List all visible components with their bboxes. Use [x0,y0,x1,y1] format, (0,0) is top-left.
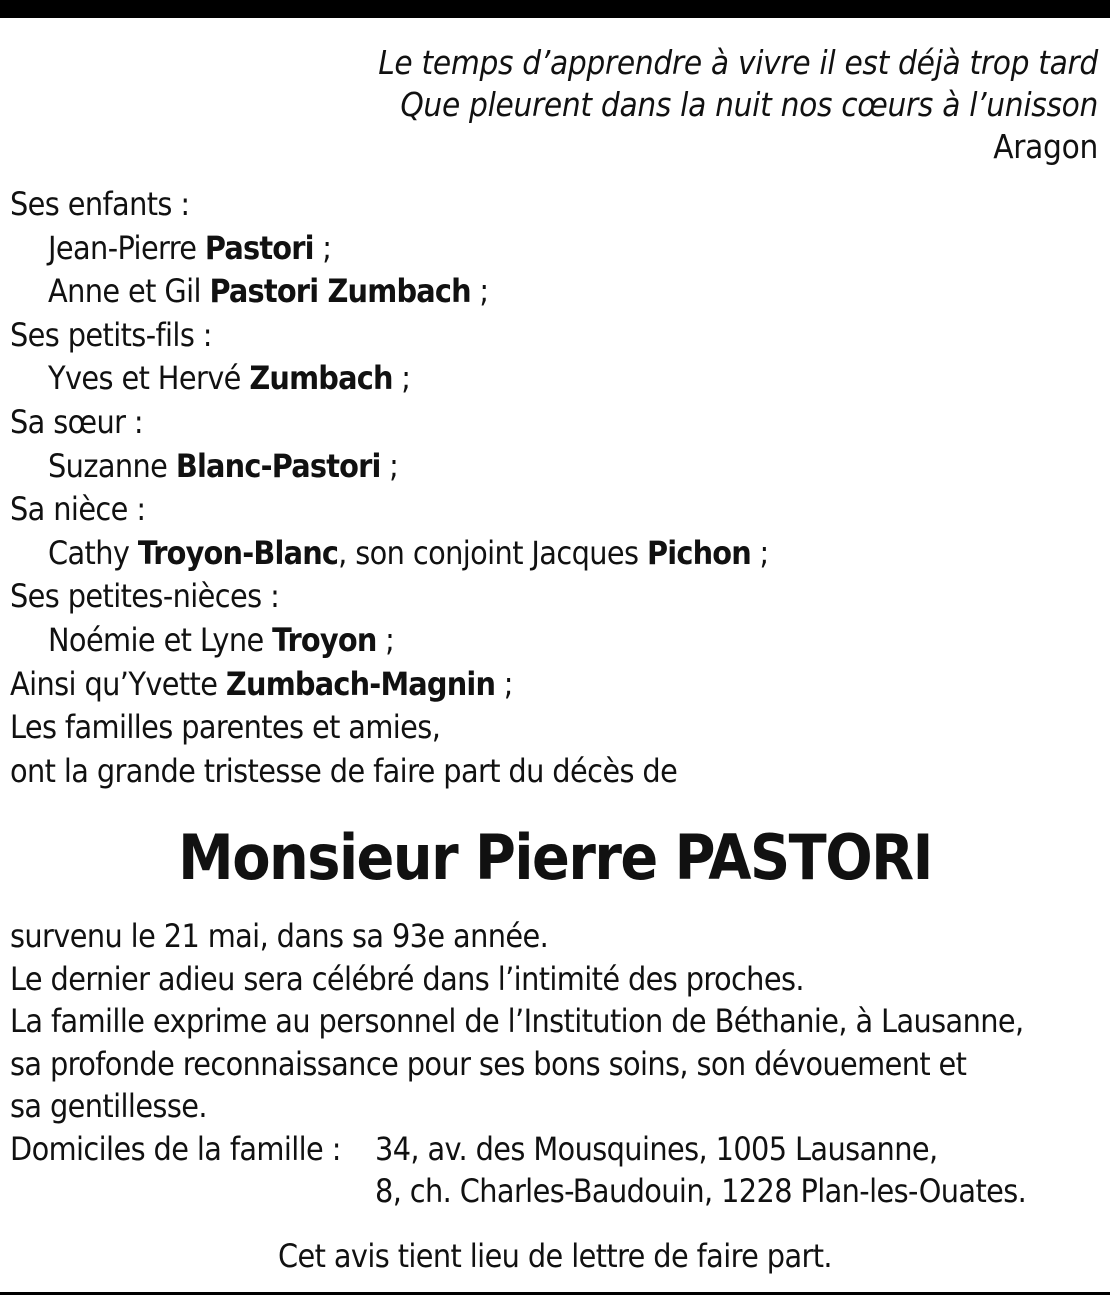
bottom-border-rule [0,1292,1110,1295]
top-border-rule [0,0,1110,18]
also-given: Ainsi qu’Yvette [10,664,218,703]
grandsons-line [10,357,769,401]
also-line [10,663,769,707]
separator: ; [503,664,513,703]
domiciles-label: Domiciles de la famille : [10,1129,341,1168]
thanks-line-1: La famille exprime au personnel de l’Institution de Béthanie, à Lausanne, [10,1002,1024,1040]
announcement-line: ont la grande tristesse de faire part du décès de [10,751,678,790]
grandnieces-label: Ses petites-nièces : [10,577,280,616]
children-label: Ses enfants : [10,185,190,223]
child-1-given: Jean-Pierre [48,228,197,267]
child-2-line [10,270,769,314]
farewell-line: Le dernier adieu sera célébré dans l’intimité des proches. [10,959,804,998]
family-list [10,183,769,793]
niece-given: Cathy [48,533,130,572]
separator: ; [479,272,489,311]
domiciles-row [10,1128,1026,1213]
separator: ; [759,533,769,572]
child-1-line [10,227,769,271]
separator: ; [322,228,332,267]
address-2: 8, ch. Charles-Baudouin, 1228 Plan-les-Ouates. [375,1172,1027,1210]
grandnieces-given: Noémie et Lyne [48,620,264,659]
relatives-line: Les familles parentes et amies, [10,708,441,747]
sister-label: Sa sœur : [10,402,144,441]
thanks-line-2: sa profonde reconnaissance pour ses bons soins, son dévouement et [10,1044,967,1083]
grandsons-surname: Zumbach [249,359,393,398]
child-2-given: Anne et Gil [48,272,201,311]
grandsons-given: Yves et Hervé [48,359,241,398]
niece-surname: Troyon-Blanc [137,533,339,572]
niece-partner-surname: Pichon [646,533,751,572]
grandnieces-surname: Troyon [272,620,377,659]
quote-author: Aragon [993,127,1098,166]
deceased-name-heading: Monsieur Pierre PASTORI [178,821,932,894]
domiciles-addresses [375,1128,1026,1213]
grandnieces-line [10,619,769,663]
quote-line-1: Le temps d’apprendre à vivre il est déjà trop tard [378,43,1098,82]
sister-line [10,445,769,489]
sister-given: Suzanne [48,446,168,485]
child-1-surname: Pastori [204,228,314,267]
niece-line [10,532,769,576]
closing-note: Cet avis tient lieu de lettre de faire part. [278,1237,832,1275]
separator: ; [389,446,399,485]
sister-surname: Blanc-Pastori [175,446,381,485]
thanks-line-3: sa gentillesse. [10,1087,207,1125]
quote-line-2: Que pleurent dans la nuit nos cœurs à l’unisson [400,85,1098,124]
separator: ; [385,620,395,659]
niece-partner-text: , son conjoint Jacques [338,533,639,572]
separator: ; [401,359,411,398]
also-surname: Zumbach-Magnin [225,664,496,703]
niece-label: Sa nièce : [10,490,146,529]
address-1: 34, av. des Mousquines, 1005 Lausanne, [375,1129,938,1168]
grandsons-label: Ses petits-fils : [10,315,212,354]
date-line: survenu le 21 mai, dans sa 93e année. [10,917,549,955]
child-2-surname: Pastori Zumbach [209,272,471,311]
epigraph-quote [378,42,1098,168]
details-block [10,915,1026,1213]
